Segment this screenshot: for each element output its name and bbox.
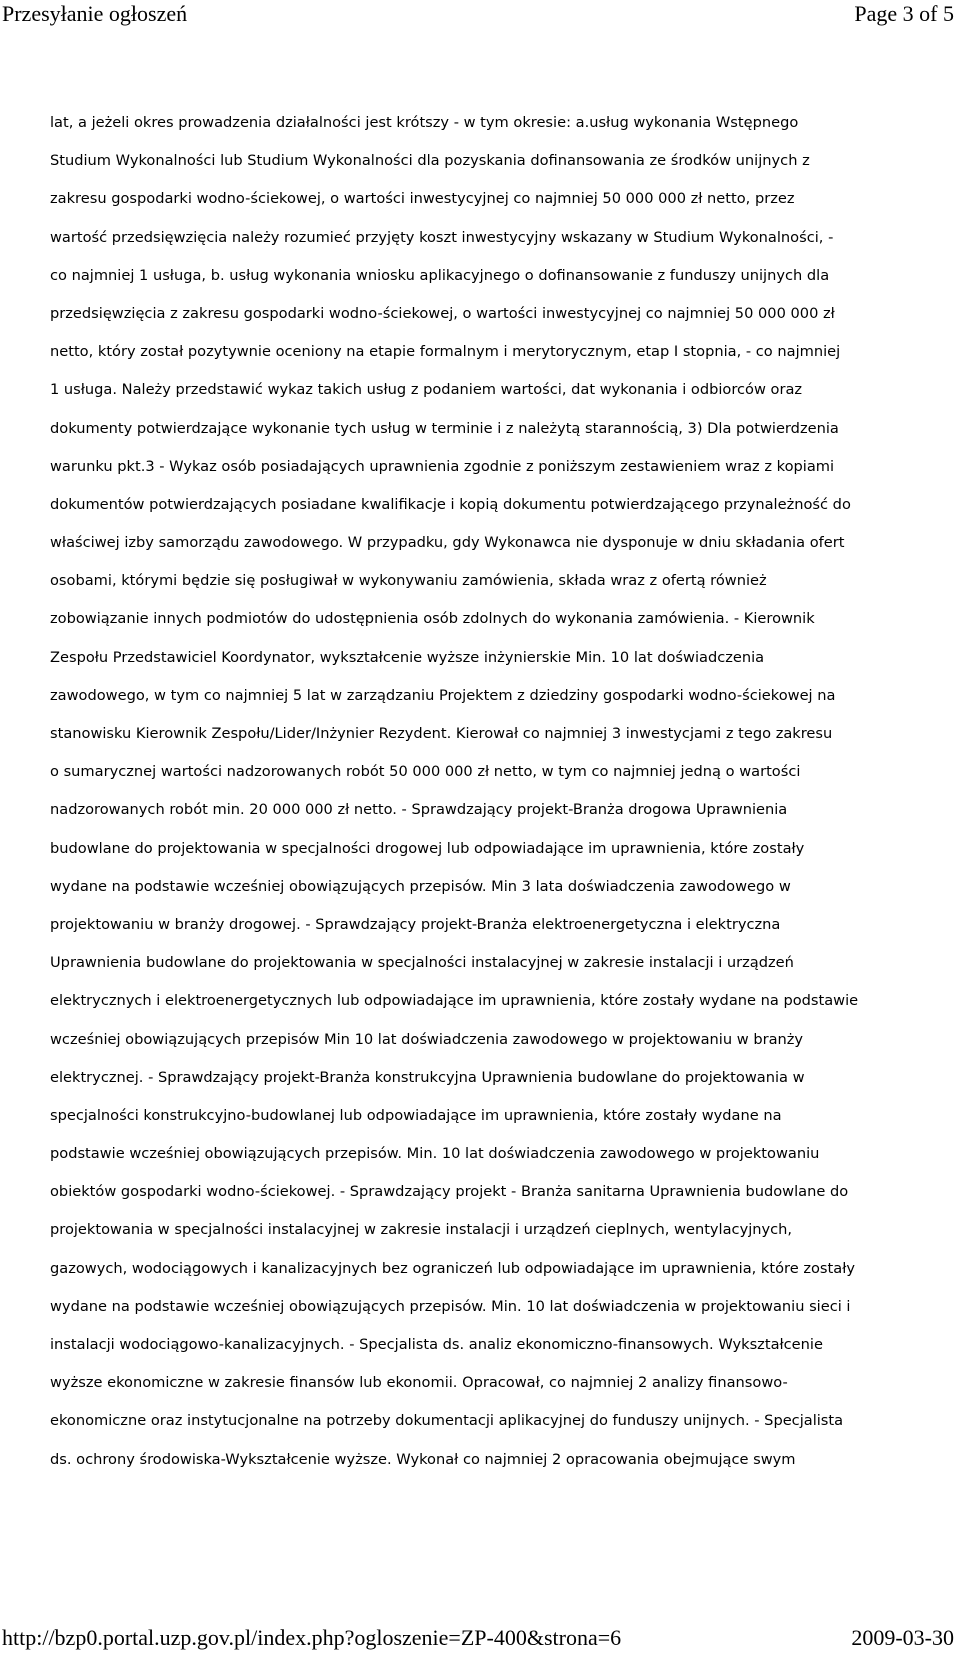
text-line: co najmniej 1 usługa, b. usług wykonania wniosku aplikacyjnego o dofinansowanie z funduszy unijnych dla <box>50 266 830 284</box>
text-line: osobami, którymi będzie się posługiwał w wykonywaniu zamówienia, składa wraz z ofertą również <box>50 572 767 590</box>
text-line: gazowych, wodociągowych i kanalizacyjnych bez ograniczeń lub odpowiadające im uprawnienia, które zostały <box>50 1259 855 1277</box>
text-line: zobowiązanie innych podmiotów do udostępnienia osób zdolnych do wykonania zamówienia. - Kierownik <box>50 610 815 628</box>
text-line: stanowisku Kierownik Zespołu/Lider/Inżynier Rezydent. Kierował co najmniej 3 inwestycjami z tego zakresu <box>50 725 833 742</box>
text-line: obiektów gospodarki wodno-ściekowej. - Sprawdzający projekt - Branża sanitarna Uprawnienia budowlane do <box>50 1183 849 1201</box>
page-title: Przesyłanie ogłoszeń <box>2 1 188 26</box>
text-line: warunku pkt.3 - Wykaz osób posiadających uprawnienia zgodnie z poniższym zestawieniem wraz z kopiami <box>50 457 835 475</box>
text-line: netto, który został pozytywnie oceniony na etapie formalnym i merytorycznym, etap I stopnia, - co najmniej <box>50 343 841 361</box>
text-line: wcześniej obowiązujących przepisów Min 10 lat doświadczenia zawodowego w projektowaniu w branży <box>50 1030 804 1048</box>
text-line: zakresu gospodarki wodno-ściekowej, o wartości inwestycyjnej co najmniej 50 000 000 zł netto, przez <box>50 190 795 208</box>
text-line: elektrycznych i elektroenergetycznych lub odpowiadające im uprawnienia, które zostały wydane na podstawie <box>50 992 859 1010</box>
document-body <box>50 110 950 1485</box>
text-line: wartość przedsięwzięcia należy rozumieć przyjęty koszt inwestycyjny wskazany w Studium Wykonalności, - <box>50 228 834 246</box>
text-line: właściwej izby samorządu zawodowego. W przypadku, gdy Wykonawca nie dysponuje w dniu składania ofert <box>50 534 845 552</box>
text-line: wydane na podstawie wcześniej obowiązujących przepisów. Min. 10 lat doświadczenia w projektowaniu sieci i <box>50 1297 851 1315</box>
text-line: przedsięwzięcia z zakresu gospodarki wodno-ściekowej, o wartości inwestycyjnej co najmniej 50 000 000 zł <box>50 304 835 322</box>
text-line: zawodowego, w tym co najmniej 5 lat w zarządzaniu Projektem z dziedziny gospodarki wodno-ściekowej na <box>50 686 836 704</box>
text-line: elektrycznej. - Sprawdzający projekt-Branża konstrukcyjna Uprawnienia budowlane do projektowania w <box>50 1068 805 1086</box>
text-line: Uprawnienia budowlane do projektowania w specjalności instalacyjnej w zakresie instalacji i urządzeń <box>50 954 794 972</box>
text-line: projektowania w specjalności instalacyjnej w zakresie instalacji i urządzeń cieplnych, wentylacyjnych, <box>50 1221 793 1239</box>
text-line: projektowaniu w branży drogowej. - Sprawdzający projekt-Branża elektroenergetyczna i elektryczna <box>50 915 781 933</box>
text-line: wyższe ekonomiczne w zakresie finansów lub ekonomii. Opracował, co najmniej 2 analizy finansowo- <box>50 1374 788 1392</box>
text-line: lat, a jeżeli okres prowadzenia działalności jest krótszy - w tym okresie: a.usług wykonania Wstępnego <box>50 114 799 131</box>
text-line: budowlane do projektowania w specjalności drogowej lub odpowiadające im uprawnienia, które zostały <box>50 839 805 857</box>
text-line: dokumenty potwierdzające wykonanie tych usług w terminie i z należytą starannością, 3) Dla potwierdzenia <box>50 419 839 437</box>
text-line: ds. ochrony środowiska-Wykształcenie wyższe. Wykonał co najmniej 2 opracowania obejmujące swym <box>50 1450 796 1468</box>
footer-date: 2009-03-30 <box>851 1625 954 1650</box>
page-number: Page 3 of 5 <box>854 1 954 26</box>
footer-url[interactable]: http://bzp0.portal.uzp.gov.pl/index.php?ogloszenie=ZP-400&strona=6 <box>2 1625 622 1650</box>
text-line: Zespołu Przedstawiciel Koordynator, wykształcenie wyższe inżynierskie Min. 10 lat doświadczenia <box>50 648 765 666</box>
text-line: dokumentów potwierdzających posiadane kwalifikacje i kopią dokumentu potwierdzającego przynależność do <box>50 495 851 513</box>
text-line: ekonomiczne oraz instytucjonalne na potrzeby dokumentacji aplikacyjnej do funduszy unijnych. - Specjalista <box>50 1412 844 1430</box>
text-line: o sumarycznej wartości nadzorowanych robót 50 000 000 zł netto, w tym co najmniej jedną o wartości <box>50 763 801 781</box>
text-line: Studium Wykonalności lub Studium Wykonalności dla pozyskania dofinansowania ze środków unijnych z <box>50 152 810 170</box>
text-line: 1 usługa. Należy przedstawić wykaz takich usług z podaniem wartości, dat wykonania i odbiorców oraz <box>50 381 803 399</box>
text-line: instalacji wodociągowo-kanalizacyjnych. - Specjalista ds. analiz ekonomiczno-finansowych. Wykształcenie <box>50 1336 823 1353</box>
text-line: podstawie wcześniej obowiązujących przepisów. Min. 10 lat doświadczenia zawodowego w projektowaniu <box>50 1145 820 1163</box>
text-line: nadzorowanych robót min. 20 000 000 zł netto. - Sprawdzający projekt-Branża drogowa Uprawnienia <box>50 801 788 819</box>
text-line: wydane na podstawie wcześniej obowiązujących przepisów. Min 3 lata doświadczenia zawodowego w <box>50 877 791 895</box>
text-line: specjalności konstrukcyjno-budowlanej lub odpowiadające im uprawnienia, które zostały wydane na <box>50 1106 782 1124</box>
